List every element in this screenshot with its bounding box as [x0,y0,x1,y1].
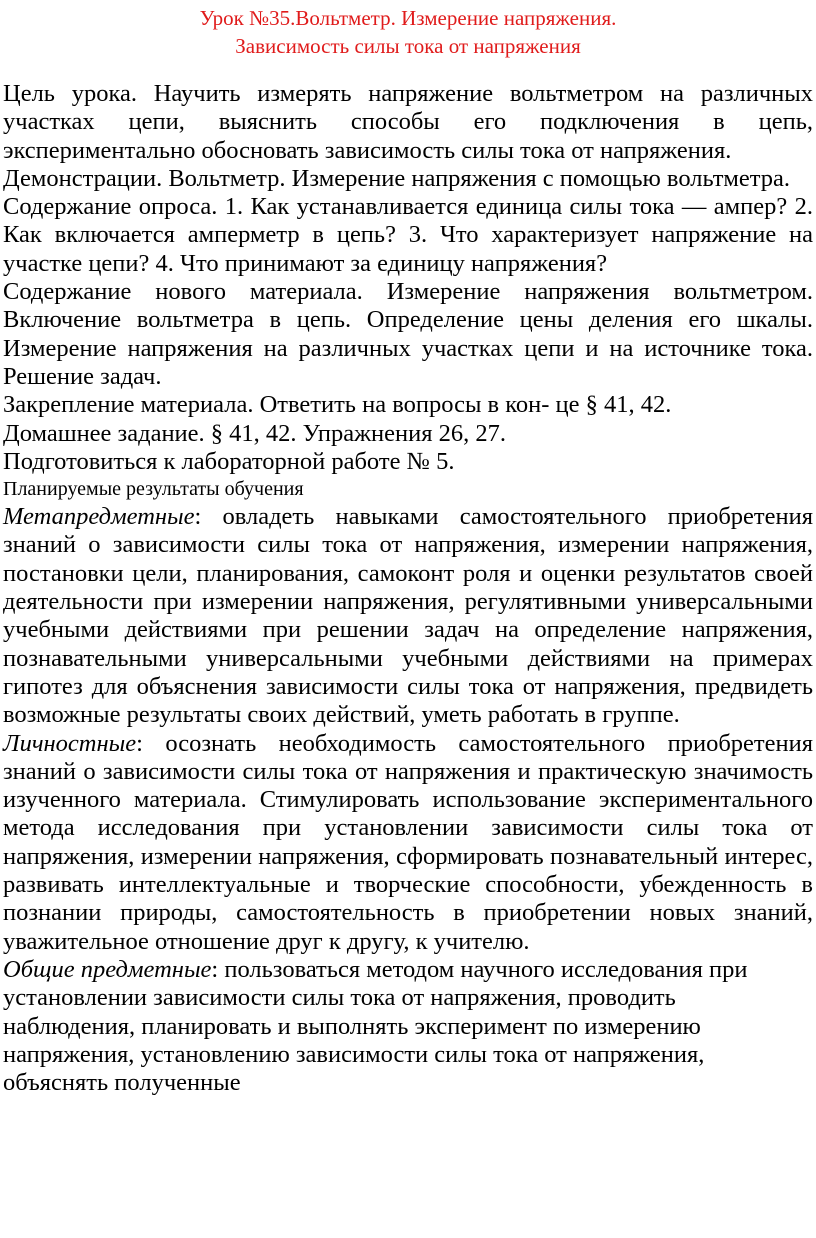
homework: Домашнее задание. § 41, 42. Упражнения 26, 27. [3,419,507,447]
lesson-subtitle: Зависимость силы тока от напряжения [235,34,581,58]
new-material: Содержание нового материала. Измерение напряжения вольтметром. Включение вольтметра в цепь. Определение цены деления его шкалы. Измерение напряжения на различных участках цепи и на источнике тока. Решение задач. [3,278,813,390]
survey-content: Содержание опроса. 1. Как устанавливается единица силы тока — ампер? 2. Как включается амперметр в цепь? 3. Что характеризует напряжение на участке цепи? 4. Что принимают за единицу напряжения? [3,193,813,277]
meta-subject-results [3,503,813,729]
consolidation: Закрепление материала. Ответить на вопросы в кон- це § 41, 42. [3,391,672,419]
subject-label: Общие предметные [3,955,212,983]
personal-results [3,730,813,956]
lesson-title: Урок №35.Вольтметр. Измерение напряжения. [199,6,617,30]
subject-text: : пользоваться методом научного исследования при установлении зависимости силы тока от напряжения, проводить наблюдения, планировать и выполнять эксперимент по измерению напряжения, установлению зависимости силы тока от напряжения, объяснять полученные [3,955,748,1097]
results-heading: Планируемые результаты обучения [3,478,304,501]
lesson-goal: Цель урока. Научить измерять напряжение вольтметром на различных участках цепи, выяснить способы его подключения в цепь, экспериментально обосновать зависимость силы тока от напряжения. [3,80,813,164]
personal-text: : осознать необходимость самостоятельного приобретения знаний о зависимости силы тока от напряжения и практическую значимость изученного материала. Стимулировать использование экспериментального метода исследования при установлении зависимости силы тока от напряжения, измерении напряжения, сформировать познавательный интерес, развивать интеллектуальные и творческие способности, убежденность в познании природы, самостоятельность в приобретении новых знаний, уважительное отношение друг к другу, к учителю. [3,729,813,955]
meta-label: Метапредметные [3,503,195,531]
meta-text: : овладеть навыками самостоятельного приобретения знаний о зависимости силы тока от напряжения, измерении напряжения, постановки цели, планирования, самоконт роля и оценки результатов своей деятельности при измерении напряжения, регулятивными универсальными учебными действиями при решении задач на определение напряжения, познавательными универсальными учебными действиями на примерах гипотез для объяснения зависимости силы тока от напряжения, предвидеть возможные результаты своих действий, уметь работать в группе. [3,503,813,729]
personal-label: Личностные [3,729,137,757]
lesson-body [3,80,813,1097]
general-subject-results [3,956,813,1097]
lab-preparation: Подготовиться к лабораторной работе № 5. [3,447,455,475]
lesson-demonstrations: Демонстрации. Вольтметр. Измерение напряжения с помощью вольтметра. [3,164,791,192]
